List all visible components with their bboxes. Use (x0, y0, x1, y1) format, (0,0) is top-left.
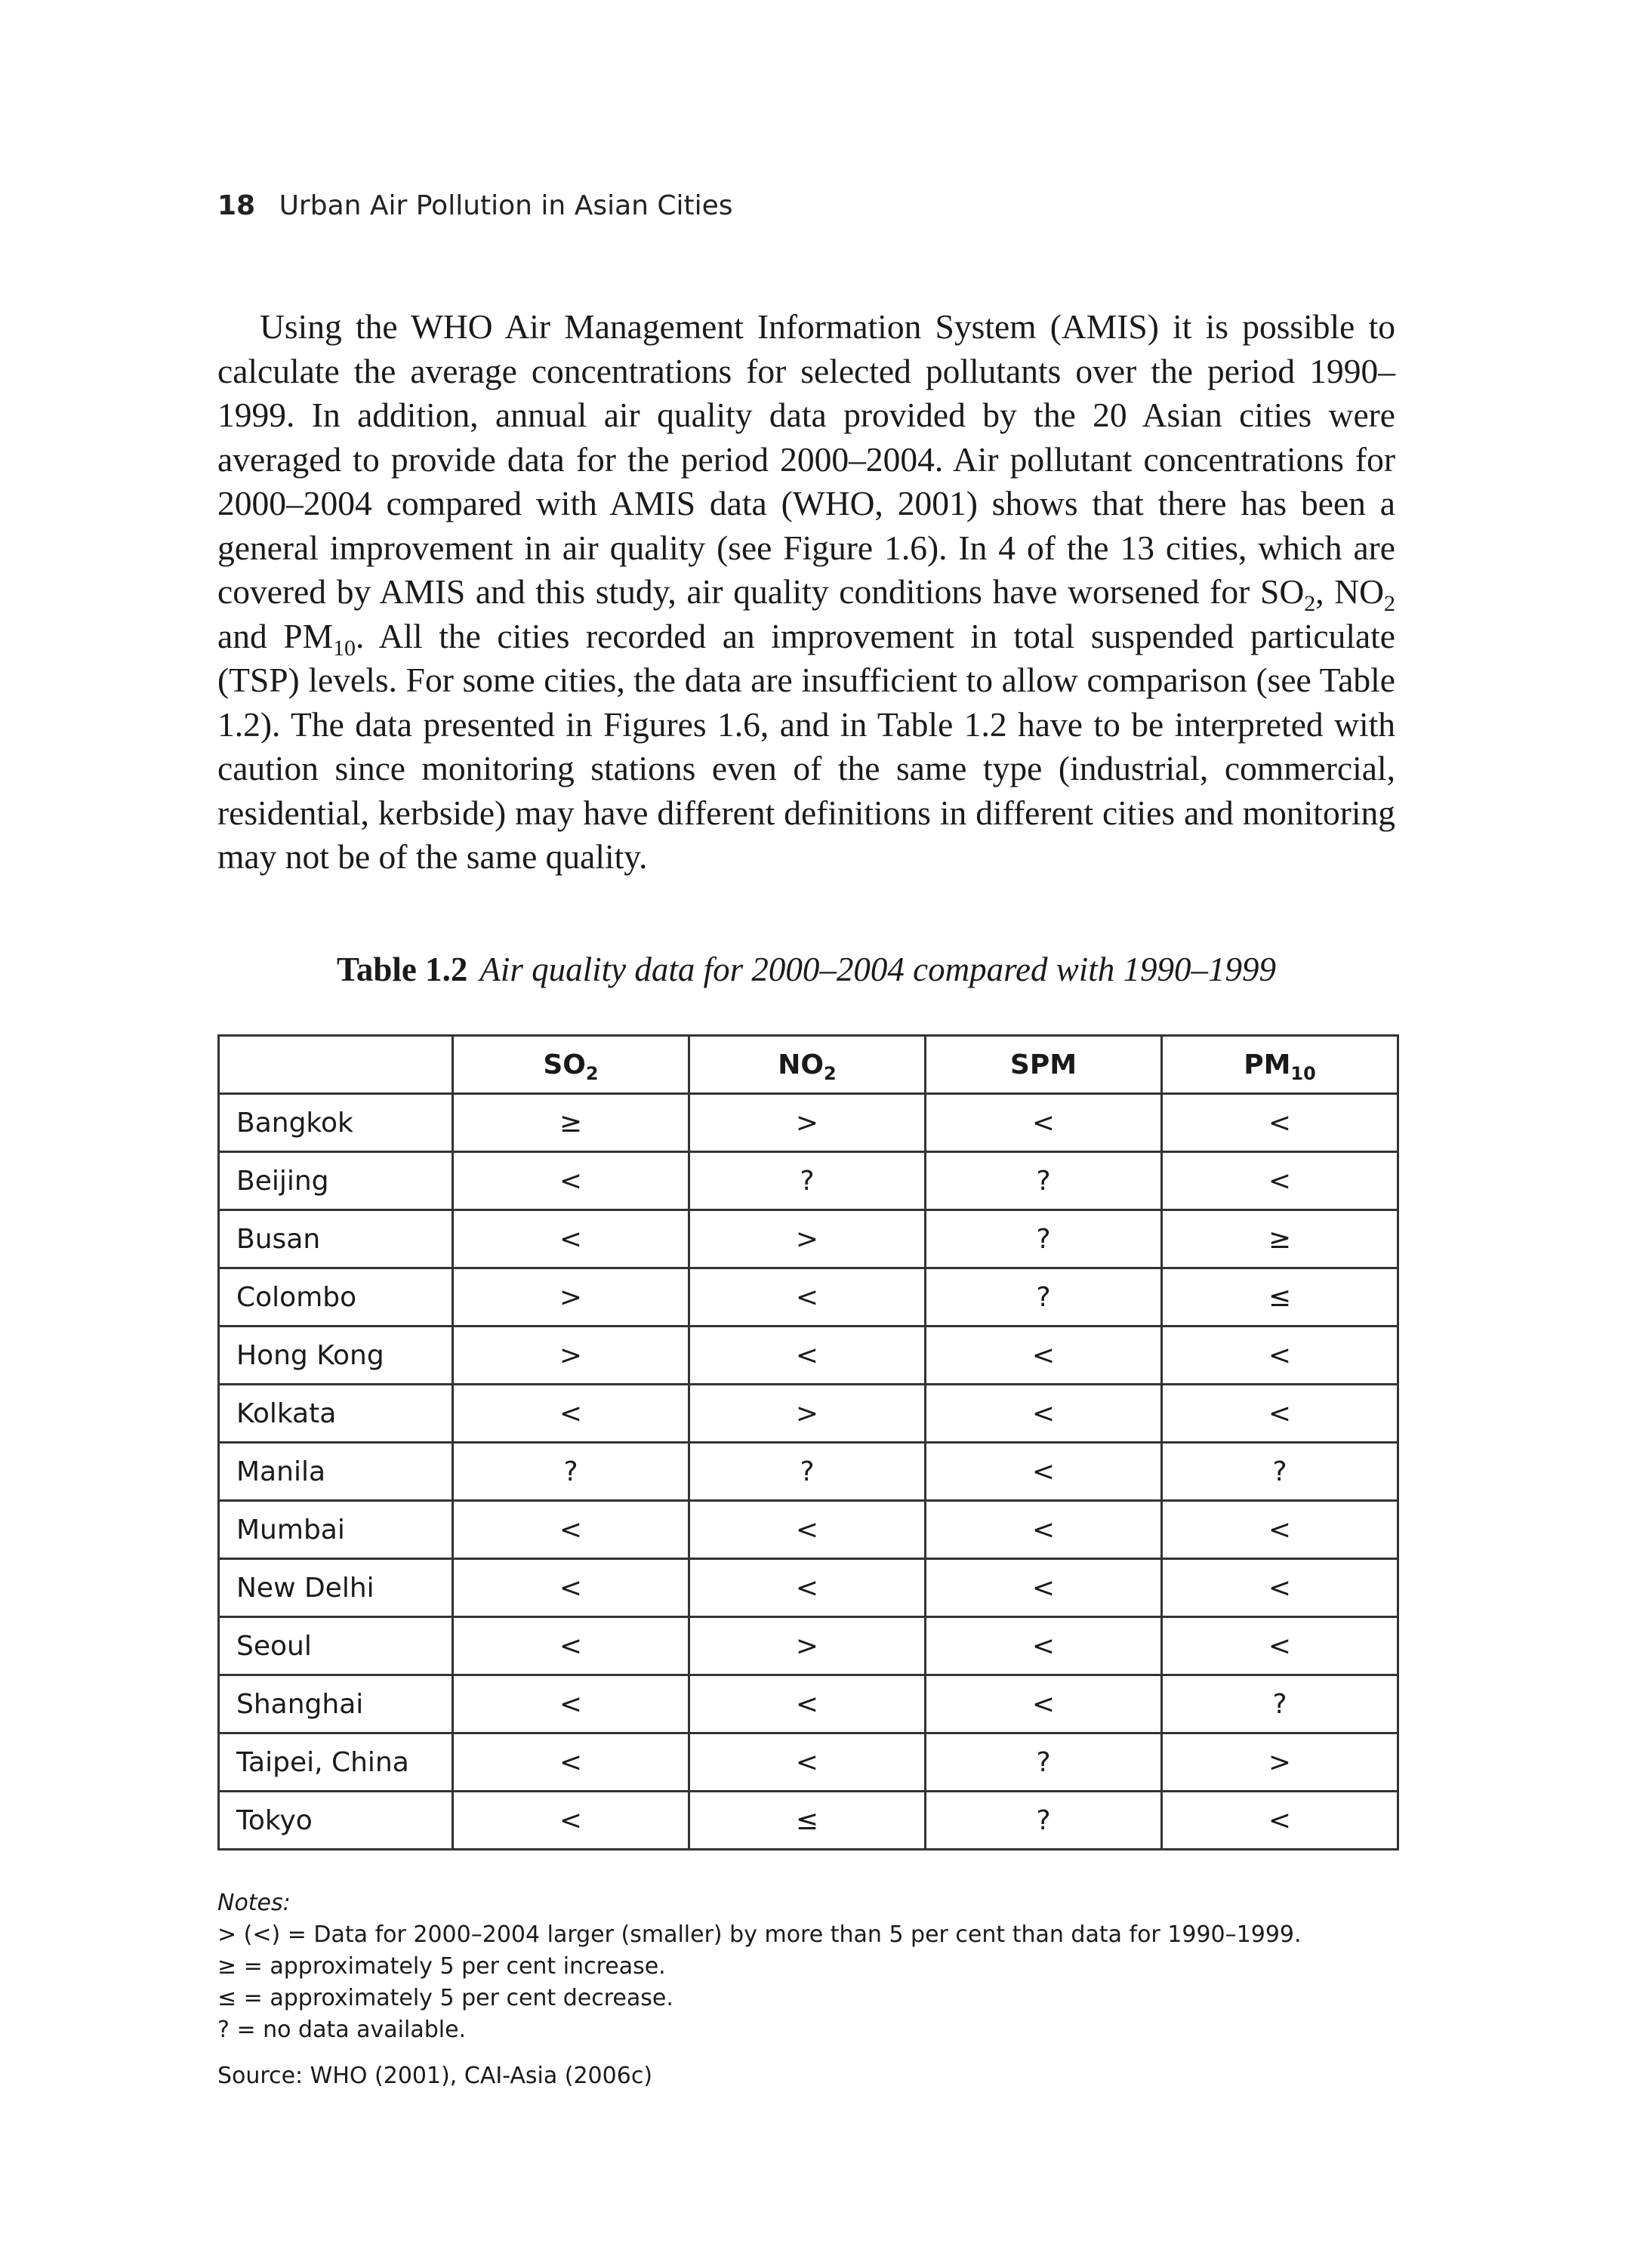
value-cell-no2: > (689, 1385, 926, 1443)
value-cell-pm10: ≥ (1162, 1210, 1398, 1268)
table-row (219, 1268, 1398, 1327)
city-cell: New Delhi (219, 1559, 453, 1617)
value-cell-pm10: < (1162, 1559, 1398, 1617)
city-cell: Manila (219, 1443, 453, 1501)
value-cell-pm10: < (1162, 1501, 1398, 1559)
value-cell-pm10: < (1162, 1385, 1398, 1443)
value-cell-spm: ? (926, 1792, 1162, 1850)
value-cell-pm10: ≤ (1162, 1268, 1398, 1327)
table-row (219, 1559, 1398, 1617)
table-row (219, 1094, 1398, 1152)
value-cell-spm: ? (926, 1152, 1162, 1210)
value-cell-no2: < (689, 1501, 926, 1559)
value-cell-no2: ? (689, 1443, 926, 1501)
paragraph-text-4: . All the cities recorded an improvement in total suspended particulate (TSP) levels. For some cities, the data are insufficient to allow comparison (see Table 1.2). The data presented in Figures 1.6, and in Table 1.2 have to be interpreted with caution since monitoring stations even of the same type (industrial, commercial, residential, kerbside) may have different definitions in different cities and monitoring may not be of the same quality. (217, 616, 1395, 876)
column-header-spm: SPM (926, 1036, 1162, 1094)
page-number: 18 (217, 190, 256, 221)
value-cell-no2: ≤ (689, 1792, 926, 1850)
value-cell-no2: > (689, 1210, 926, 1268)
value-cell-spm: < (926, 1443, 1162, 1501)
value-cell-no2: < (689, 1559, 926, 1617)
value-cell-spm: ? (926, 1733, 1162, 1792)
value-cell-no2: < (689, 1675, 926, 1733)
value-cell-so2: < (453, 1617, 689, 1675)
table-row (219, 1675, 1398, 1733)
value-cell-so2: ? (453, 1443, 689, 1501)
table-caption-label: Table 1.2 (337, 951, 468, 988)
city-cell: Busan (219, 1210, 453, 1268)
city-cell: Kolkata (219, 1385, 453, 1443)
table-row (219, 1617, 1398, 1675)
value-cell-spm: < (926, 1094, 1162, 1152)
table-source: Source: WHO (2001), CAI-Asia (2006c) (217, 2063, 653, 2089)
table-caption-title: Air quality data for 2000–2004 compared with 1990–1999 (479, 951, 1276, 988)
value-cell-pm10: ? (1162, 1443, 1398, 1501)
note-line: ≤ = approximately 5 per cent decrease. (217, 1985, 673, 2011)
value-cell-so2: < (453, 1559, 689, 1617)
value-cell-so2: < (453, 1675, 689, 1733)
table-row (219, 1792, 1398, 1850)
paragraph-text-2: , NO (1315, 572, 1384, 611)
subscript-so2: 2 (1304, 591, 1316, 616)
value-cell-so2: < (453, 1385, 689, 1443)
note-line: ? = no data available. (217, 2017, 467, 2043)
value-cell-pm10: ? (1162, 1675, 1398, 1733)
header-empty-cell (219, 1036, 453, 1094)
value-cell-no2: < (689, 1327, 926, 1385)
subscript-pm10: 10 (333, 635, 356, 661)
value-cell-so2: < (453, 1501, 689, 1559)
table-row (219, 1443, 1398, 1501)
table-row (219, 1501, 1398, 1559)
paragraph-text-3: and PM (217, 616, 334, 655)
note-line: > (<) = Data for 2000–2004 larger (smaller) by more than 5 per cent than data for 1990–1999. (217, 1921, 1302, 1948)
value-cell-spm: < (926, 1327, 1162, 1385)
value-cell-so2: < (453, 1210, 689, 1268)
table-row (219, 1210, 1398, 1268)
value-cell-pm10: < (1162, 1152, 1398, 1210)
paragraph-text-1: Using the WHO Air Management Information System (AMIS) it is possible to calculate the average concentrations for selected pollutants over the period 1990–1999. In addition, annual air quality data provided by the 20 Asian cities were averaged to provide data for the period 2000–2004. Air pollutant concentrations for 2000–2004 compared with AMIS data (WHO, 2001) shows that there has been a general improvement in air quality (see Figure 1.6). In 4 of the 13 cities, which are covered by AMIS and this study, air quality conditions have worsened for SO (217, 307, 1395, 611)
value-cell-spm: < (926, 1617, 1162, 1675)
value-cell-no2: > (689, 1094, 926, 1152)
subscript-no2: 2 (1384, 591, 1395, 616)
value-cell-so2: < (453, 1733, 689, 1792)
city-cell: Colombo (219, 1268, 453, 1327)
value-cell-spm: ? (926, 1210, 1162, 1268)
table-notes (217, 1887, 1395, 2046)
value-cell-so2: < (453, 1152, 689, 1210)
table-row (219, 1327, 1398, 1385)
table-row (219, 1733, 1398, 1792)
value-cell-spm: < (926, 1385, 1162, 1443)
value-cell-no2: < (689, 1268, 926, 1327)
city-cell: Bangkok (219, 1094, 453, 1152)
city-cell: Tokyo (219, 1792, 453, 1850)
value-cell-so2: < (453, 1792, 689, 1850)
value-cell-spm: < (926, 1559, 1162, 1617)
notes-heading: Notes: (217, 1890, 291, 1916)
column-header-pm10: $PM_{10}$ (1162, 1036, 1398, 1094)
city-cell: Beijing (219, 1152, 453, 1210)
value-cell-so2: ≥ (453, 1094, 689, 1152)
city-cell: Seoul (219, 1617, 453, 1675)
table-row (219, 1152, 1398, 1210)
table-caption (217, 950, 1395, 989)
table-row (219, 1385, 1398, 1443)
value-cell-no2: < (689, 1733, 926, 1792)
city-cell: Shanghai (219, 1675, 453, 1733)
value-cell-pm10: < (1162, 1792, 1398, 1850)
city-cell: Taipei, China (219, 1733, 453, 1792)
body-paragraph (217, 305, 1395, 880)
value-cell-no2: ? (689, 1152, 926, 1210)
city-cell: Mumbai (219, 1501, 453, 1559)
table-header-row (219, 1036, 1398, 1094)
value-cell-pm10: > (1162, 1733, 1398, 1792)
running-header (217, 190, 733, 221)
value-cell-so2: > (453, 1268, 689, 1327)
note-line: ≥ = approximately 5 per cent increase. (217, 1953, 666, 1980)
value-cell-so2: > (453, 1327, 689, 1385)
value-cell-no2: > (689, 1617, 926, 1675)
column-header-so2: $SO_2$ (453, 1036, 689, 1094)
value-cell-pm10: < (1162, 1327, 1398, 1385)
body-paragraph-block (217, 305, 1395, 880)
value-cell-pm10: < (1162, 1617, 1398, 1675)
value-cell-spm: < (926, 1501, 1162, 1559)
column-header-no2: $NO_2$ (689, 1036, 926, 1094)
running-title: Urban Air Pollution in Asian Cities (279, 190, 733, 221)
value-cell-pm10: < (1162, 1094, 1398, 1152)
city-cell: Hong Kong (219, 1327, 453, 1385)
value-cell-spm: ? (926, 1268, 1162, 1327)
value-cell-spm: < (926, 1675, 1162, 1733)
air-quality-table (217, 1034, 1399, 1850)
